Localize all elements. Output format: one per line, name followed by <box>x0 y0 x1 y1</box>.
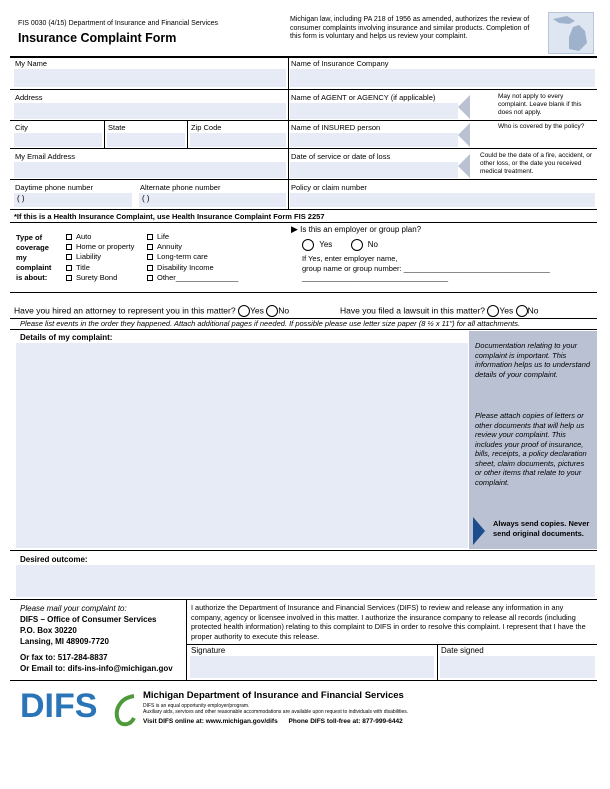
checkbox[interactable] <box>66 244 72 250</box>
coverage-option[interactable]: Long-term care <box>147 252 238 262</box>
details-label: Details of my complaint: <box>20 333 113 342</box>
checkbox[interactable] <box>147 275 153 281</box>
alt-phone-input[interactable] <box>139 193 286 207</box>
my-name-label: My Name <box>15 59 48 68</box>
checkbox[interactable] <box>66 265 72 271</box>
health-notice: *If this is a Health Insurance Complaint, use Health Insurance Complaint Form FIS 2257 <box>14 212 325 221</box>
sidebar-note-1: Documentation relating to your complaint is important. This information helps us to understand details of your complaint. <box>475 341 591 379</box>
coverage-option[interactable]: Auto <box>66 232 134 242</box>
legal-notice: Michigan law, including PA 218 of 1956 as amended, authorizes the review of consumer complaints involving insurance and similar products. Completion of this form is voluntary and helps us review your complaint. <box>290 16 530 40</box>
day-phone-label: Daytime phone number <box>15 183 93 192</box>
insured-label: Name of INSURED person <box>291 123 381 132</box>
lawsuit-no-radio[interactable] <box>516 305 528 317</box>
email-input[interactable] <box>14 162 286 178</box>
area-code-parens: ( ) <box>142 194 150 203</box>
state-input[interactable] <box>107 133 185 147</box>
address-label: Address <box>15 93 43 102</box>
details-textarea[interactable] <box>16 343 468 548</box>
outcome-textarea[interactable] <box>16 565 595 597</box>
outcome-label: Desired outcome: <box>20 555 88 564</box>
details-sidebar <box>469 331 597 549</box>
agent-input[interactable] <box>290 103 458 119</box>
lawsuit-yes-radio[interactable] <box>487 305 499 317</box>
company-label: Name of Insurance Company <box>291 59 389 68</box>
attorney-yes-radio[interactable] <box>238 305 250 317</box>
policy-label: Policy or claim number <box>291 183 367 192</box>
checkbox[interactable] <box>66 275 72 281</box>
sidebar-note-3: Always send copies. Never send original documents. <box>493 519 590 538</box>
insured-note: Who is covered by the policy? <box>498 123 585 130</box>
date-signed-field[interactable] <box>440 656 595 678</box>
pointer-arrow-icon <box>473 517 485 545</box>
coverage-option[interactable]: Other_______________ <box>147 273 238 283</box>
form-title: Insurance Complaint Form <box>18 31 177 45</box>
employer-question: ▶ Is this an employer or group plan? <box>291 224 422 234</box>
difs-logo: DIFS <box>20 687 98 725</box>
coverage-option[interactable]: Disability Income <box>147 263 238 273</box>
coverage-option[interactable]: Liability <box>66 252 134 262</box>
agent-note: May not apply to every complaint. Leave blank if this does not apply. <box>498 93 582 116</box>
pointer-arrow-icon <box>458 123 470 147</box>
city-label: City <box>15 123 28 132</box>
yes-radio[interactable] <box>302 239 314 251</box>
authorization-text: I authorize the Department of Insurance and Financial Services (DIFS) to review and release any information in any company, agency or licensee involved in this matter. I authorize the insurance company to release all records (including protected health information) relating to this complaint to DIFS in order to resolve this complaint. I represent that I have the proper authority to execute this release. <box>191 603 586 641</box>
employer-radio-group: Yes No <box>302 239 378 251</box>
signature-label: Signature <box>191 646 226 655</box>
attorney-question: Have you hired an attorney to represent you in this matter? Yes No <box>14 305 290 316</box>
checkbox[interactable] <box>147 254 153 260</box>
no-radio[interactable] <box>351 239 363 251</box>
signature-field[interactable] <box>190 656 434 678</box>
michigan-map-icon <box>548 12 594 54</box>
email-label: My Email Address <box>15 152 76 161</box>
alt-phone-label: Alternate phone number <box>140 183 221 192</box>
aux-text: Auxiliary aids, services and other reasonable accommodations are available upon request to individuals with disabilities. <box>143 709 409 715</box>
sidebar-note-2: Please attach copies of letters or other documents that will help us review your complaint. This includes your proof of insurance, bills, receipts, a policy declaration sheet, claim documents, pictures or other items that relate to your complaint. <box>475 411 587 487</box>
state-label: State <box>108 123 126 132</box>
zip-input[interactable] <box>190 133 286 147</box>
form-code: FIS 0030 (4/15) Department of Insurance and Financial Services <box>18 20 218 27</box>
coverage-option[interactable]: Life <box>147 232 238 242</box>
pointer-arrow-icon <box>458 95 470 119</box>
coverage-option[interactable]: Annuity <box>147 242 238 252</box>
my-name-input[interactable] <box>14 69 286 87</box>
day-phone-input[interactable] <box>14 193 132 207</box>
coverage-option[interactable]: Title <box>66 263 134 273</box>
employer-line-2[interactable]: ___________________________________ <box>302 273 448 282</box>
date-service-label: Date of service or date of loss <box>291 152 391 161</box>
employer-name-line[interactable]: ___________________________________ <box>403 264 550 273</box>
lawsuit-question: Have you filed a lawsuit in this matter? Yes No <box>340 305 539 316</box>
insured-input[interactable] <box>290 133 458 147</box>
checkbox[interactable] <box>147 234 153 240</box>
coverage-label: Type of coverage my complaint is about: <box>16 233 52 282</box>
online-text: Visit DIFS online at: www.michigan.gov/difs Phone DIFS toll-free at: 877-999-6442 <box>143 718 403 725</box>
date-service-input[interactable] <box>290 162 458 178</box>
address-input[interactable] <box>14 103 286 119</box>
coverage-col2 <box>147 232 238 283</box>
checkbox[interactable] <box>66 254 72 260</box>
coverage-option[interactable]: Surety Bond <box>66 273 134 283</box>
city-input[interactable] <box>14 133 102 147</box>
pointer-arrow-icon <box>458 154 470 178</box>
zip-label: Zip Code <box>191 123 222 132</box>
checkbox[interactable] <box>147 244 153 250</box>
checkbox[interactable] <box>66 234 72 240</box>
mail-block: Please mail your complaint to: DIFS – Office of Consumer Services P.O. Box 30220 Lansing, MI 48909-7720 Or fax to: 517-284-8837 Or Email to: difs-ins-info@michigan.gov <box>20 604 173 673</box>
checkbox[interactable] <box>147 265 153 271</box>
coverage-option[interactable]: Home or property <box>66 242 134 252</box>
date-signed-label: Date signed <box>441 646 484 655</box>
other-line[interactable]: _______________ <box>175 272 239 282</box>
instructions: Please list events in the order they happened. Attach additional pages if needed. If possible please use letter size paper (8 ½ x 11") for all attachments. <box>20 319 521 328</box>
policy-input[interactable] <box>290 193 595 207</box>
date-note: Could be the date of a fire, accident, or other loss, or the date you received medical treatment. <box>480 152 593 175</box>
agent-label: Name of AGENT or AGENCY (if applicable) <box>291 93 436 102</box>
coverage-col1 <box>66 232 134 283</box>
company-input[interactable] <box>290 69 595 87</box>
employer-name-prompt: If Yes, enter employer name, group name or group number: ___________________________________ <box>302 254 550 273</box>
area-code-parens: ( ) <box>17 194 25 203</box>
attorney-no-radio[interactable] <box>266 305 278 317</box>
triangle-bullet-icon: ▶ <box>291 224 298 234</box>
eoe-text: DIFS is an equal opportunity employer/program. <box>143 703 250 709</box>
difs-swoosh-icon <box>112 692 140 733</box>
department-name: Michigan Department of Insurance and Financial Services <box>143 690 404 701</box>
